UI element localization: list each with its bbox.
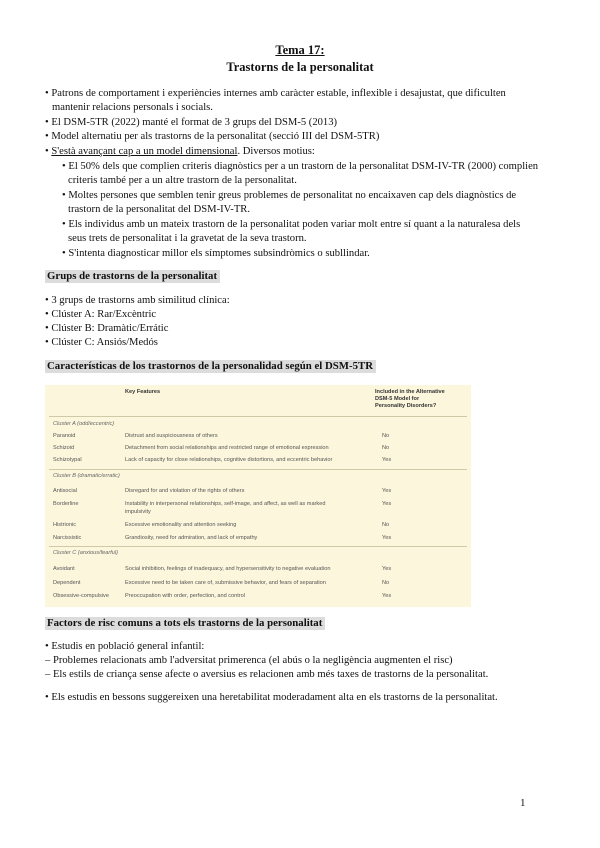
- table-row-alt: No: [382, 522, 390, 528]
- reason-2-cont: trastorn de la personalitat del DSM-IV-TR.: [68, 204, 251, 215]
- col-header-alternative: Included in the Alternative: [375, 389, 445, 395]
- table-row-name: Schizoid: [53, 445, 75, 451]
- table-row-alt: Yes: [382, 488, 392, 494]
- intro-bullet-alternative-model: • Model alternatiu per als trastorns de la personalitat (secció III del DSM-5TR): [45, 131, 380, 142]
- reason-2: • Moltes persones que semblen tenir greus problemes de personalitat no encaixaven cap dels diagnòstics de: [62, 190, 517, 201]
- intro-bullet-dsm5tr: • El DSM-5TR (2022) manté el format de 3 grups del DSM-5 (2013): [45, 117, 338, 128]
- intro-bullet-dimensional: [45, 145, 315, 159]
- table-row-alt: No: [382, 445, 390, 451]
- col-header-key-features: Key Features: [125, 389, 161, 395]
- reason-1: • El 50% dels que complien criteris diagnòstics per a un trastorn de la personalitat DSM-IV-TR (2000) complien: [62, 161, 539, 172]
- cluster-b-label: Cluster B (dramatic/erratic): [53, 473, 120, 479]
- groups-item: • 3 grups de trastorns amb similitud clínica:: [45, 295, 230, 306]
- risk-item: – Problemes relacionats amb l'adversitat primerenca (el abús o la negligència augmenten el risc): [45, 655, 453, 666]
- bullet: •: [45, 146, 52, 157]
- table-row-name: Dependent: [53, 580, 81, 586]
- risk-item: • Els estudis en bessons suggereixen una heretabilitat moderadament alta en els trastorns de la personalitat.: [45, 692, 498, 703]
- risk-item: • Estudis en població general infantil:: [45, 641, 205, 652]
- table-row-alt: Yes: [382, 457, 392, 463]
- reason-4: • S'intenta diagnosticar millor els símptomes subsindròmics o subllindar.: [62, 248, 370, 259]
- page-title-number: Tema 17:: [275, 43, 325, 57]
- table-rule: [49, 416, 467, 417]
- groups-item: • Clúster A: Rar/Excèntric: [45, 309, 157, 320]
- risk-heading: Factors de risc comuns a tots els trastorns de la personalitat: [45, 617, 325, 630]
- table-row-name: Paranoid: [53, 433, 76, 439]
- table-row-name: Schizotypal: [53, 457, 82, 463]
- table-row-feature: Preoccupation with order, perfection, and control: [125, 593, 246, 599]
- table-row-name: Histrionic: [53, 522, 77, 528]
- table-row-name: Avoidant: [53, 566, 75, 572]
- col-header-alternative: Personality Disorders?: [375, 403, 437, 409]
- dimensional-reasons-text: . Diversos motius:: [237, 146, 315, 157]
- table-row-name: Antisocial: [53, 488, 77, 494]
- dimensional-model-text: S'està avançant cap a un model dimensional: [51, 146, 238, 157]
- table-row-alt: Yes: [382, 501, 392, 507]
- col-header-alternative: DSM-5 Model for: [375, 396, 420, 402]
- page-title: Trastorns de la personalitat: [226, 60, 374, 74]
- table-row-feature: Social inhibition, feelings of inadequacy, and hypersensitivity to negative evaluation: [125, 566, 331, 572]
- table-row-feature: Disregard for and violation of the rights of others: [125, 488, 245, 494]
- reason-3: • Els individus amb un mateix trastorn de la personalitat poden variar molt entre sí quant a la naturalesa dels: [62, 219, 521, 230]
- table-rule: [49, 546, 467, 547]
- groups-item: • Clúster C: Ansiós/Medós: [45, 337, 158, 348]
- table-row-alt: Yes: [382, 593, 392, 599]
- cluster-a-label: Cluster A (odd/eccentric): [53, 421, 115, 427]
- table-row-feature: Excessive need to be taken care of, submissive behavior, and fears of separation: [125, 580, 326, 586]
- characteristics-heading: Características de los trastornos de la personalidad según el DSM-5TR: [45, 360, 376, 373]
- table-row-name: Borderline: [53, 501, 79, 507]
- table-row-name: Narcissistic: [53, 535, 82, 541]
- cluster-c-label: Cluster C (anxious/fearful): [53, 550, 118, 556]
- reason-1-cont: criteris també per a un altre trastorn de la personalitat.: [68, 175, 297, 186]
- table-row-alt: Yes: [382, 535, 392, 541]
- table-row-name: Obsessive-compulsive: [53, 593, 109, 599]
- groups-item: • Clúster B: Dramàtic/Errátic: [45, 323, 169, 334]
- table-row-alt: No: [382, 433, 390, 439]
- table-row-feature: Instability in interpersonal relationships, self-image, and affect, as well as marked: [125, 501, 326, 507]
- personality-disorders-table: [45, 385, 471, 607]
- intro-paragraph: • Patrons de comportament i experiències internes amb caràcter estable, inflexible i desajustat, que dificulten: [45, 88, 506, 99]
- table-row-feature: Distrust and suspiciousness of others: [125, 433, 218, 439]
- intro-paragraph-cont: mantenir relacions personals i socials.: [52, 102, 213, 113]
- table-row-feature: Detachment from social relationships and restricted range of emotional expression: [125, 445, 329, 451]
- table-row-feature: Grandiosity, need for admiration, and lack of empathy: [125, 535, 258, 541]
- table-row-feature-cont: impulsivity: [125, 509, 151, 515]
- table-row-alt: No: [382, 580, 390, 586]
- page-number: 1: [520, 797, 526, 809]
- table-rule: [49, 469, 467, 470]
- risk-item: – Els estils de criança sense afecte o aversius es relacionen amb més taxes de trastorns de la personalitat.: [45, 669, 489, 680]
- table-row-alt: Yes: [382, 566, 392, 572]
- reason-3-cont: seus trets de personalitat i la gravetat de la seva trastorn.: [68, 233, 307, 244]
- table-row-feature: Excessive emotionality and attention seeking: [125, 522, 237, 528]
- table-row-feature: Lack of capacity for close relationships, cognitive distortions, and eccentric behavior: [125, 457, 333, 463]
- groups-heading: Grups de trastorns de la personalitat: [45, 270, 220, 283]
